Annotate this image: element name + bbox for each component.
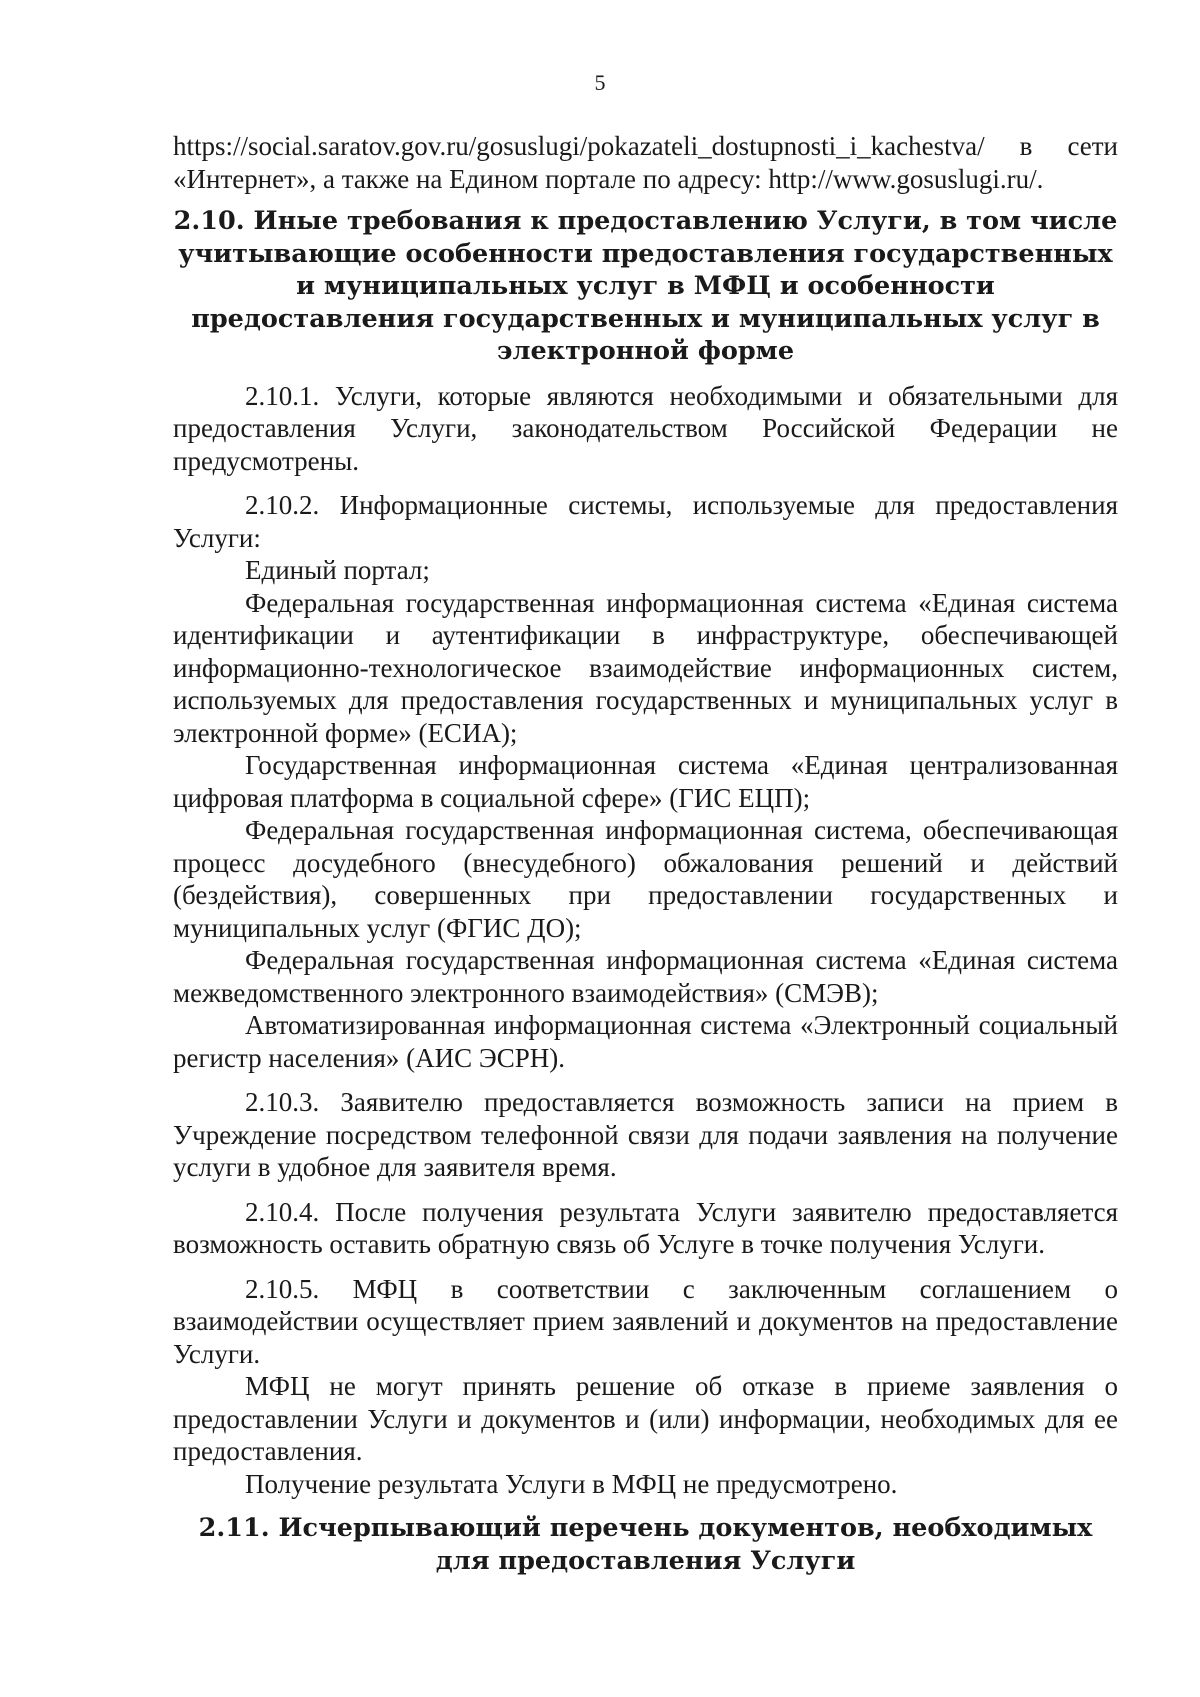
paragraph-2-10-3: 2.10.3. Заявителю предоставляется возможность записи на прием в Учреждение посредством телефонной связи для подачи заявления на получение услуги в удобное для заявителя время. (173, 1087, 1118, 1182)
page-content (173, 130, 1118, 1589)
system-item: Автоматизированная информационная система «Электронный социальный регистр населения» (АИС ЭСРН). (173, 1010, 1118, 1073)
paragraph-mfc-refusal: МФЦ не могут принять решение об отказе в приеме заявления о предоставлении Услуги и документов и (или) информации, необходимых для ее предоставления. (173, 1371, 1118, 1466)
intro-line-2: «Интернет», а также на Едином портале по адресу: http://www.gosuslugi.ru/. (173, 163, 1044, 194)
paragraph-2-10-4: 2.10.4. После получения результата Услуги заявителю предоставляется возможность оставить обратную связь об Услуге в точке получения Услуги. (173, 1196, 1118, 1259)
section-heading-2-10: 2.10. Иные требования к предоставлению Услуги, в том числе учитывающие особенности предоставления государственных и муниципальных услуг в МФЦ и особенности предоставления государственных и муниципальных услуг в электронной форме (173, 206, 1118, 366)
system-item: Федеральная государственная информационная система, обеспечивающая процесс досудебного (внесудебного) обжалования решений и действий (бездействия), совершенных при предоставлении государственных и муниципальных услуг (ФГИС ДО); (173, 815, 1118, 943)
intro-line-1: https://social.saratov.gov.ru/gosuslugi/pokazateli_dostupnosti_i_kachestva/ в сети (173, 131, 1118, 161)
paragraph-mfc-result: Получение результата Услуги в МФЦ не предусмотрено. (245, 1468, 898, 1499)
paragraph-2-10-5: 2.10.5. МФЦ в соответствии с заключенным соглашением о взаимодействии осуществляет прием заявлений и документов на предоставление Услуги. (173, 1273, 1118, 1369)
page-number: 5 (594, 70, 606, 95)
section-heading-2-11: 2.11. Исчерпывающий перечень документов, необходимых для предоставления Услуги (198, 1513, 1093, 1576)
system-item: Государственная информационная система «Единая централизованная цифровая платформа в социальной сфере» (ГИС ЕЦП); (173, 750, 1118, 813)
system-item: Федеральная государственная информационная система «Единая система межведомственного электронного взаимодействия» (СМЭВ); (173, 945, 1118, 1008)
paragraph-2-10-2: 2.10.2. Информационные системы, используемые для предоставления Услуги: (173, 490, 1118, 553)
system-item: Федеральная государственная информационная система «Единая система идентификации и аутентификации в инфраструктуре, обеспечивающей информационно-технологическое взаимодействие информационных систем, используемых для предоставления государственных и муниципальных услуг в электронной форме» (ЕСИА); (173, 587, 1118, 748)
paragraph-2-10-1: 2.10.1. Услуги, которые являются необходимыми и обязательными для предоставления Услуги, законодательством Российской Федерации не предусмотрены. (173, 380, 1118, 476)
system-item: Единый портал; (245, 555, 430, 585)
